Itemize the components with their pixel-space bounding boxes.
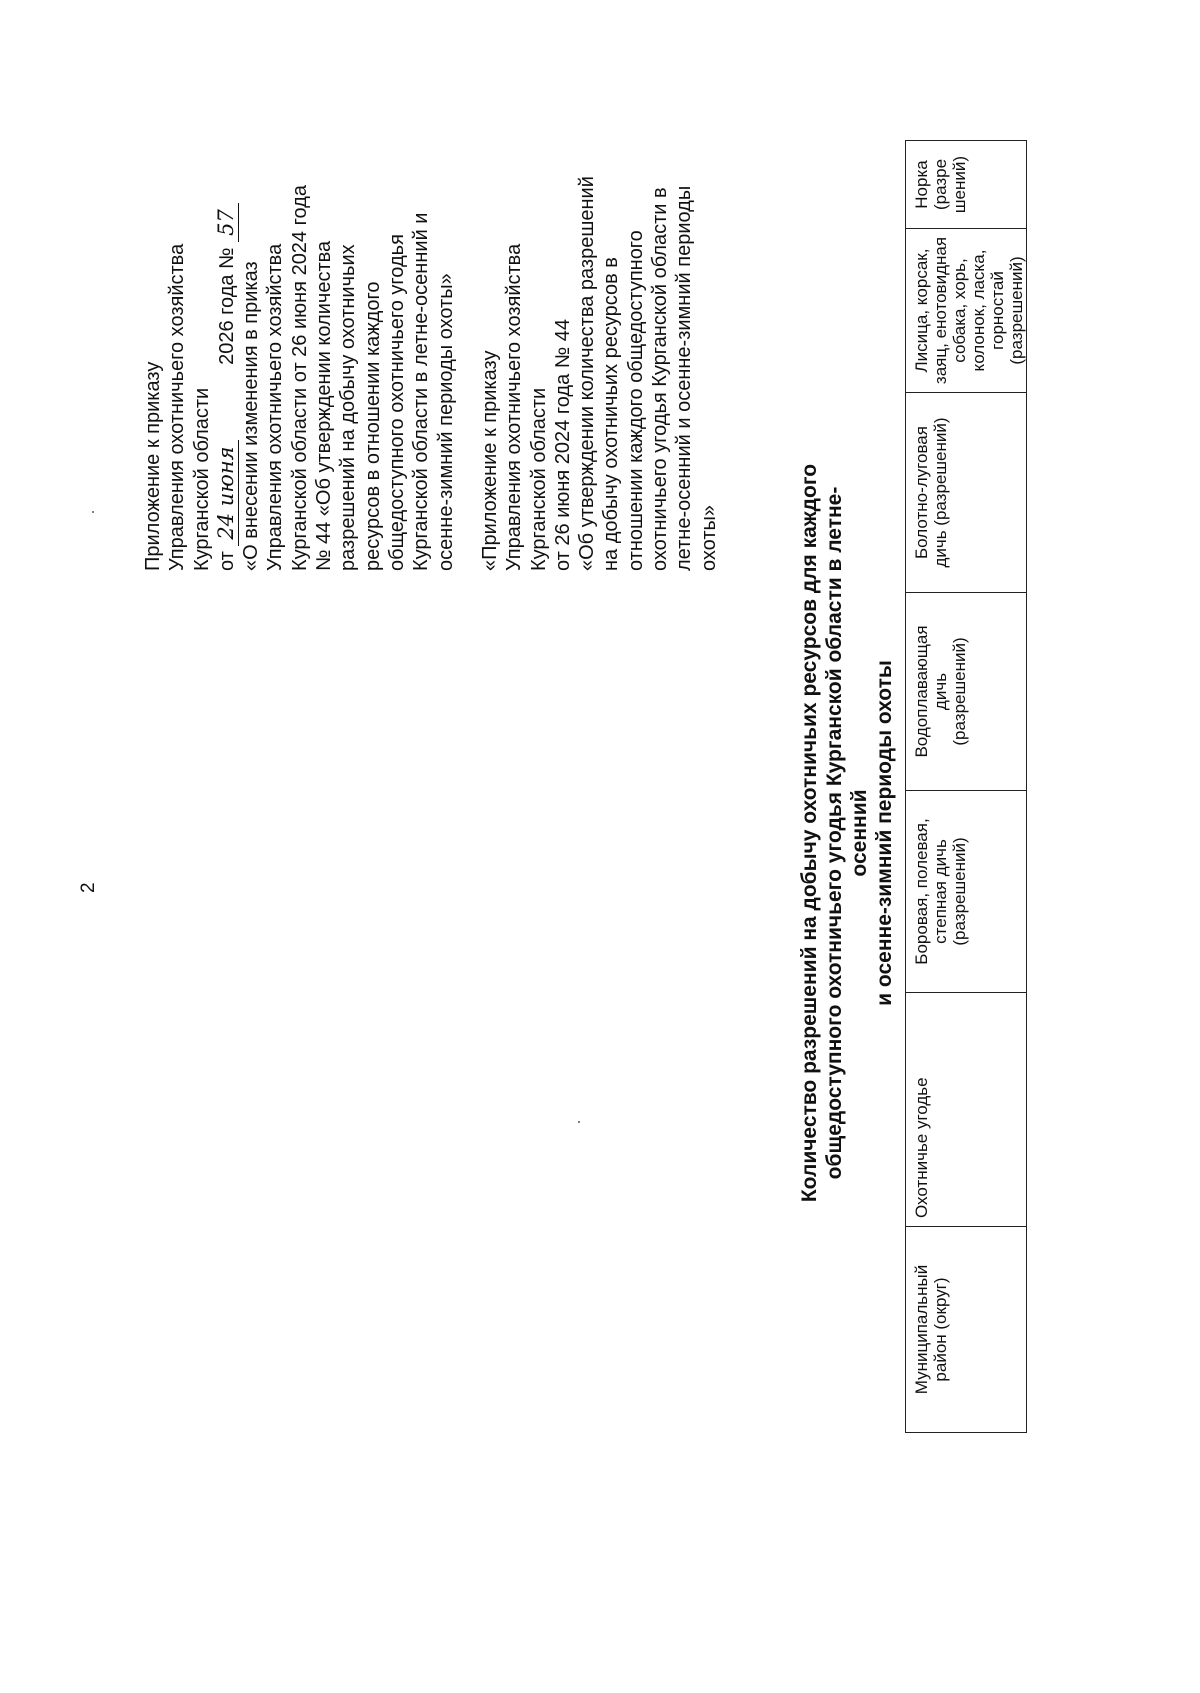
header-line: шений) <box>950 155 969 214</box>
appendix-line: «Об утверждении количества разрешений <box>576 176 599 571</box>
appendix-line: Управления охотничьего хозяйства <box>166 243 189 571</box>
order-date-line <box>214 51 239 571</box>
appendix-line: охотничьего угодья Курганской области в <box>649 187 672 571</box>
appendix-line: Приложение к приказу <box>142 361 164 571</box>
column-header-district <box>906 1227 1027 1433</box>
handwritten-order-number: 57 <box>214 203 239 242</box>
column-header-marsh-game <box>906 393 1027 593</box>
appendix-line: «Приложение к приказу <box>479 350 501 571</box>
header-line: (разрешений) <box>950 637 969 746</box>
header-line: Охотничье угодье <box>912 1077 931 1218</box>
header-line: Боровая, полевая, <box>912 818 931 965</box>
appendix-line: Управления охотничьего хозяйства <box>503 243 526 571</box>
header-line: (разрешений) <box>1007 256 1026 365</box>
appendix-line: отношении каждого общедоступного <box>624 230 647 571</box>
scan-speck <box>578 1121 580 1123</box>
column-header-fur-animals <box>906 229 1027 393</box>
header-line: (разре <box>931 158 950 211</box>
column-header-upland-game <box>906 791 1027 993</box>
header-line: колонок, ласка, <box>969 249 988 372</box>
date-prefix: от <box>215 551 238 571</box>
table-title-line: и осенне-зимний периоды охоты <box>873 660 896 1006</box>
column-header-mink <box>906 141 1027 229</box>
date-year: 2026 года № <box>215 247 238 365</box>
appendix-line: летне-осенний и осенне-зимний периоды <box>673 185 696 571</box>
header-line: горностай <box>988 271 1007 350</box>
appendix-line: охоты» <box>697 504 720 571</box>
header-line: (разрешений) <box>950 837 969 946</box>
appendix-line: разрешений на добычу охотничьих <box>337 244 360 571</box>
appendix-header-amending-order <box>141 51 458 571</box>
appendix-line: Управления охотничьего хозяйства <box>264 243 287 571</box>
scan-speck <box>92 511 94 513</box>
page-number: 2 <box>78 882 99 893</box>
header-line: Водоплавающая <box>912 625 931 758</box>
header-line: район (округ) <box>931 1277 950 1382</box>
appendix-line: Курганской области от 26 июня 2024 года <box>288 185 311 571</box>
table-title-line: Количество разрешений на добычу охотничьих ресурсов для каждого <box>798 463 821 1203</box>
appendix-header-original-order <box>478 51 721 571</box>
table-header-row <box>906 141 1027 1433</box>
appendix-line: Курганской области <box>190 387 213 571</box>
header-line: заяц, енотовидная <box>931 236 950 385</box>
permits-table <box>905 140 1027 1433</box>
table-title-line: общедоступного охотничьего угодья Курганской области в летне-осенний <box>823 486 871 1180</box>
header-line: дичь <box>931 672 950 711</box>
appendix-line: на добычу охотничьих ресурсов в <box>600 257 623 571</box>
table-title <box>797 453 897 1213</box>
header-line: Лисица, корсак, <box>912 248 931 373</box>
header-line: собака, хорь, <box>950 258 969 363</box>
appendix-line: от 26 июня 2024 года № 44 <box>551 318 574 571</box>
appendix-line: № 44 «Об утверждении количества <box>313 240 336 571</box>
header-line: Болотно-луговая <box>912 426 931 559</box>
header-line: Муниципальный <box>912 1264 931 1395</box>
appendix-line: «О внесении изменения в приказ <box>240 261 263 571</box>
header-line: Норка <box>912 160 931 209</box>
column-header-waterfowl <box>906 593 1027 791</box>
column-header-hunting-ground <box>906 993 1027 1227</box>
handwritten-date: 24 июня <box>214 440 239 545</box>
appendix-line: ресурсов в отношении каждого <box>361 281 384 571</box>
appendix-line: Курганской области в летне-осенний и <box>410 212 433 571</box>
appendix-line: осенне-зимний периоды охоты» <box>434 273 457 571</box>
appendix-line: Курганской области <box>527 387 550 571</box>
appendix-line: общедоступного охотничьего угодья <box>385 234 408 571</box>
header-line: дичь (разрешений) <box>931 417 950 568</box>
header-line: степная дичь <box>931 839 950 944</box>
